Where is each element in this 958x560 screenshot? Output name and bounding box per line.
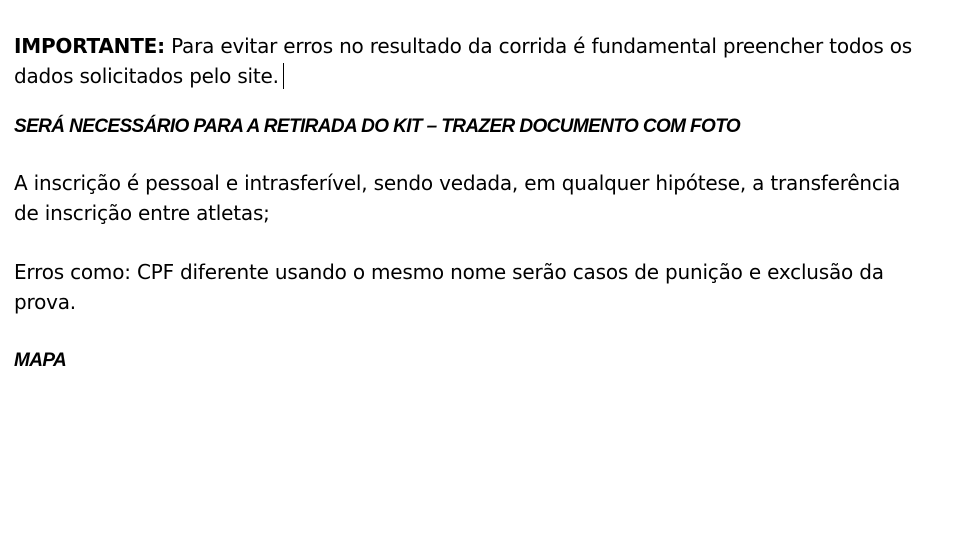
document-body[interactable] [14, 31, 914, 377]
important-text: Para evitar erros no resultado da corrida é fundamental preencher todos os dados solicitados pelo site. [14, 34, 913, 88]
important-notice [14, 31, 914, 91]
kit-pickup-heading: SERÁ NECESSÁRIO PARA A RETIRADA DO KIT – TRAZER DOCUMENTO COM FOTO [14, 116, 741, 137]
map-heading: MAPA [14, 350, 67, 371]
transfer-rule-paragraph: A inscrição é pessoal e intrasferível, sendo vedada, em qualquer hipótese, a transferência de inscrição entre atletas; [14, 171, 901, 225]
text-cursor [283, 63, 284, 89]
important-label: IMPORTANTE: [14, 34, 165, 58]
errors-rule-paragraph: Erros como: CPF diferente usando o mesmo nome serão casos de punição e exclusão da prova. [14, 260, 884, 314]
